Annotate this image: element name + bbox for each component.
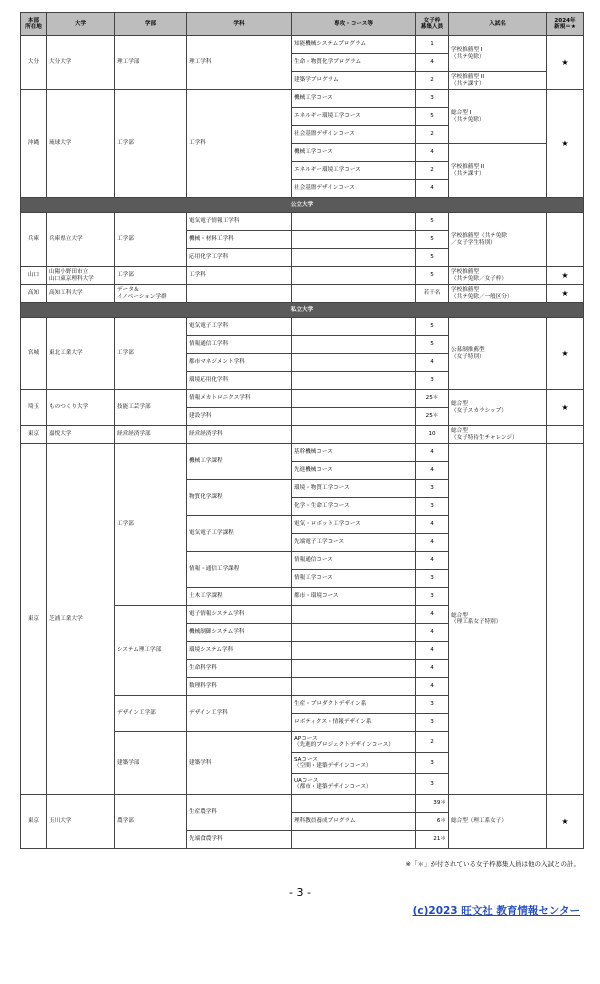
location-cell: 東京 — [21, 444, 47, 795]
department-cell: 環境システム学科 — [187, 642, 292, 660]
quota-cell: 5 — [416, 231, 449, 249]
quota-cell: 若干名 — [416, 285, 449, 303]
quota-cell: 3 — [416, 480, 449, 498]
university-cell: 東北工業大学 — [47, 318, 115, 390]
quota-cell: 4 — [416, 552, 449, 570]
course-cell: 建築学プログラム — [292, 72, 416, 90]
department-cell: 経営経済学科 — [187, 426, 292, 444]
department-cell: 電気電子工学科 — [187, 318, 292, 336]
new-star-icon: ★ — [547, 795, 584, 849]
university-cell: 高知工科大学 — [47, 285, 115, 303]
course-cell: 基幹機械コース — [292, 444, 416, 462]
quota-cell: 3 — [416, 714, 449, 732]
quota-cell: 4 — [416, 660, 449, 678]
department-cell: 電気電子工学課程 — [187, 516, 292, 552]
table-row — [21, 426, 584, 444]
quota-cell: 4 — [416, 180, 449, 198]
department-cell: 情報メカトロニクス学科 — [187, 390, 292, 408]
faculty-cell: 建築学部 — [115, 732, 187, 795]
department-cell: 土木工学課程 — [187, 588, 292, 606]
faculty-cell: 経営経済学部 — [115, 426, 187, 444]
department-cell: 都市マネジメント学科 — [187, 354, 292, 372]
quota-cell: 2 — [416, 72, 449, 90]
section-row-private — [21, 303, 584, 318]
quota-cell: 25＊ — [416, 390, 449, 408]
course-cell: 生産・プロダクトデザイン系 — [292, 696, 416, 714]
exam-cell: 学校推薦型 II （共テ課す） — [449, 72, 547, 90]
course-cell — [292, 372, 416, 390]
header-department: 学科 — [187, 13, 292, 36]
exam-cell: 総合型（理工系女子） — [449, 795, 547, 849]
quota-cell: 2 — [416, 126, 449, 144]
course-cell — [292, 336, 416, 354]
quota-cell: 2 — [416, 732, 449, 753]
location-cell: 東京 — [21, 426, 47, 444]
course-cell — [292, 213, 416, 231]
course-cell: 生命・物質化学プログラム — [292, 54, 416, 72]
course-cell — [292, 285, 416, 303]
exam-cell: 学校推薦型 I （共テ免除） — [449, 36, 547, 72]
course-cell — [292, 318, 416, 336]
header-row — [21, 13, 584, 36]
header-faculty: 学部 — [115, 13, 187, 36]
course-cell: 先端電子工学コース — [292, 534, 416, 552]
section-label: 私立大学 — [21, 303, 584, 318]
location-cell: 高知 — [21, 285, 47, 303]
course-cell — [292, 231, 416, 249]
exam-cell: 学校推薦型 II （共テ課す） — [449, 144, 547, 198]
course-cell: SAコース （空間・建築デザインコース） — [292, 753, 416, 774]
department-cell: 生命科学科 — [187, 660, 292, 678]
quota-cell: 3 — [416, 588, 449, 606]
faculty-cell: 技能工芸学部 — [115, 390, 187, 426]
new-cell — [547, 444, 584, 795]
quota-cell: 3 — [416, 90, 449, 108]
course-cell — [292, 426, 416, 444]
table-row — [21, 285, 584, 303]
location-cell: 山口 — [21, 267, 47, 285]
location-cell: 沖縄 — [21, 90, 47, 198]
table-row — [21, 213, 584, 231]
quota-cell: 3 — [416, 696, 449, 714]
course-cell: エネルギー環境工学コース — [292, 162, 416, 180]
course-cell: 社会基盤デザインコース — [292, 180, 416, 198]
quota-cell: 10 — [416, 426, 449, 444]
course-cell — [292, 795, 416, 813]
course-cell: 知能機械システムプログラム — [292, 36, 416, 54]
faculty-cell: データ＆ イノベーション学群 — [115, 285, 187, 303]
table-row — [21, 267, 584, 285]
course-cell: 情報通信コース — [292, 552, 416, 570]
quota-cell: 3 — [416, 774, 449, 795]
location-cell: 宮城 — [21, 318, 47, 390]
quota-cell: 1 — [416, 36, 449, 54]
course-cell — [292, 660, 416, 678]
faculty-cell: 理工学部 — [115, 36, 187, 90]
quota-cell: 5 — [416, 336, 449, 354]
faculty-cell: 工学部 — [115, 267, 187, 285]
header-new: 2024年 新規＝★ — [547, 13, 584, 36]
department-cell: 理工学科 — [187, 36, 292, 90]
location-cell: 埼玉 — [21, 390, 47, 426]
table-row — [21, 795, 584, 813]
course-cell: ロボティクス・情報デザイン系 — [292, 714, 416, 732]
university-cell: 琉球大学 — [47, 90, 115, 198]
department-cell — [187, 285, 292, 303]
faculty-cell: 工学部 — [115, 90, 187, 198]
exam-cell: 総合型 （女子スカラシップ） — [449, 390, 547, 426]
new-star-icon: ★ — [547, 267, 584, 285]
course-cell: 情報工学コース — [292, 570, 416, 588]
quota-cell: 4 — [416, 144, 449, 162]
quota-cell: 5 — [416, 213, 449, 231]
quota-cell: 4 — [416, 354, 449, 372]
table-row — [21, 36, 584, 54]
quota-cell: 39＊ — [416, 795, 449, 813]
table-row — [21, 444, 584, 462]
course-cell — [292, 642, 416, 660]
quota-cell: 2 — [416, 162, 449, 180]
university-cell: 山陽小野田市立 山口東京理科大学 — [47, 267, 115, 285]
faculty-cell: 工学部 — [115, 444, 187, 606]
department-cell: 生産農学科 — [187, 795, 292, 831]
faculty-cell: 農学部 — [115, 795, 187, 849]
table-row — [21, 318, 584, 336]
exam-cell: 公募制推薦型 （女子特別） — [449, 318, 547, 390]
department-cell: 応用化学工学科 — [187, 249, 292, 267]
exam-cell: 学校推薦型（共テ免除 ／女子学生特別） — [449, 213, 547, 267]
header-quota: 女子枠 募集人員 — [416, 13, 449, 36]
university-cell: 兵庫県立大学 — [47, 213, 115, 267]
quota-cell: 3 — [416, 753, 449, 774]
quota-cell: 5 — [416, 267, 449, 285]
quota-cell: 4 — [416, 624, 449, 642]
course-cell: エネルギー環境工学コース — [292, 108, 416, 126]
course-cell — [292, 624, 416, 642]
department-cell: 機械制御システム学科 — [187, 624, 292, 642]
exam-cell: 学校推薦型 （共テ免除／一般区分） — [449, 285, 547, 303]
department-cell: 建築学科 — [187, 732, 292, 795]
course-cell — [292, 408, 416, 426]
quota-cell: 4 — [416, 642, 449, 660]
faculty-cell: デザイン工学部 — [115, 696, 187, 732]
course-cell: 理科教員養成プログラム — [292, 813, 416, 831]
table-row — [21, 390, 584, 408]
faculty-cell: 工学部 — [115, 318, 187, 390]
department-cell: 電子情報システム学科 — [187, 606, 292, 624]
department-cell: 情報通信工学科 — [187, 336, 292, 354]
university-cell: 大分大学 — [47, 36, 115, 90]
department-cell: 工学科 — [187, 90, 292, 198]
header-university: 大学 — [47, 13, 115, 36]
quota-cell: 4 — [416, 516, 449, 534]
department-cell: 物質化学課程 — [187, 480, 292, 516]
admissions-table — [20, 12, 584, 849]
department-cell: 機械工学課程 — [187, 444, 292, 480]
new-star-icon: ★ — [547, 36, 584, 90]
location-cell: 東京 — [21, 795, 47, 849]
footnote: ※「＊」が付されている女子枠募集人員は他の入試との計。 — [405, 860, 580, 868]
new-star-icon: ★ — [547, 90, 584, 198]
quota-cell: 3 — [416, 372, 449, 390]
course-cell: 化学・生命工学コース — [292, 498, 416, 516]
page-number: - 3 - — [289, 886, 311, 899]
course-cell: 電気・ロボット工学コース — [292, 516, 416, 534]
course-cell — [292, 390, 416, 408]
course-cell: 社会基盤デザインコース — [292, 126, 416, 144]
header-location: 本部 所在地 — [21, 13, 47, 36]
location-cell: 大分 — [21, 36, 47, 90]
quota-cell: 4 — [416, 462, 449, 480]
exam-cell: 学校推薦型 （共テ免除／女子枠） — [449, 267, 547, 285]
quota-cell: 6＊ — [416, 813, 449, 831]
new-star-icon: ★ — [547, 390, 584, 426]
department-cell: 電気電子情報工学科 — [187, 213, 292, 231]
new-star-icon: ★ — [547, 318, 584, 390]
header-exam: 入試名 — [449, 13, 547, 36]
course-cell: APコース （先進的プロジェクトデザインコース） — [292, 732, 416, 753]
department-cell: 建設学科 — [187, 408, 292, 426]
copyright-link[interactable]: (c)2023 旺文社 教育情報センター — [412, 905, 580, 917]
exam-cell: 総合型 （女子特待生チャレンジ） — [449, 426, 547, 444]
table-row — [21, 90, 584, 108]
quota-cell: 21＊ — [416, 831, 449, 849]
course-cell: 環境・物質工学コース — [292, 480, 416, 498]
university-cell: 玉川大学 — [47, 795, 115, 849]
course-cell: UAコース （都市・建築デザインコース） — [292, 774, 416, 795]
new-cell — [547, 213, 584, 267]
quota-cell: 3 — [416, 498, 449, 516]
new-cell — [547, 426, 584, 444]
exam-cell: 総合型 （理工系女子特別） — [449, 444, 547, 795]
course-cell: 都市・環境コース — [292, 588, 416, 606]
faculty-cell: 工学部 — [115, 213, 187, 267]
header-course: 専攻・コース等 — [292, 13, 416, 36]
quota-cell: 3 — [416, 570, 449, 588]
course-cell — [292, 678, 416, 696]
course-cell: 機械工学コース — [292, 90, 416, 108]
new-star-icon: ★ — [547, 285, 584, 303]
quota-cell: 5 — [416, 249, 449, 267]
department-cell: 機械・材料工学科 — [187, 231, 292, 249]
university-cell: ものつくり大学 — [47, 390, 115, 426]
course-cell — [292, 249, 416, 267]
quota-cell: 5 — [416, 108, 449, 126]
faculty-cell: システム理工学部 — [115, 606, 187, 696]
course-cell — [292, 831, 416, 849]
course-cell — [292, 606, 416, 624]
course-cell — [292, 267, 416, 285]
department-cell: 先端食農学科 — [187, 831, 292, 849]
course-cell: 機械工学コース — [292, 144, 416, 162]
section-label: 公立大学 — [21, 198, 584, 213]
quota-cell: 4 — [416, 444, 449, 462]
quota-cell: 25＊ — [416, 408, 449, 426]
quota-cell: 4 — [416, 678, 449, 696]
department-cell: 情報・通信工学課程 — [187, 552, 292, 588]
quota-cell: 5 — [416, 318, 449, 336]
university-cell: 嘉悦大学 — [47, 426, 115, 444]
university-cell: 芝浦工業大学 — [47, 444, 115, 795]
department-cell: 環境応用化学科 — [187, 372, 292, 390]
department-cell: デザイン工学科 — [187, 696, 292, 732]
department-cell: 数理科学科 — [187, 678, 292, 696]
quota-cell: 4 — [416, 54, 449, 72]
section-row-public — [21, 198, 584, 213]
quota-cell: 4 — [416, 606, 449, 624]
location-cell: 兵庫 — [21, 213, 47, 267]
quota-cell: 4 — [416, 534, 449, 552]
course-cell — [292, 354, 416, 372]
course-cell: 先進機械コース — [292, 462, 416, 480]
department-cell: 工学科 — [187, 267, 292, 285]
exam-cell: 総合型 I （共テ免除） — [449, 90, 547, 144]
